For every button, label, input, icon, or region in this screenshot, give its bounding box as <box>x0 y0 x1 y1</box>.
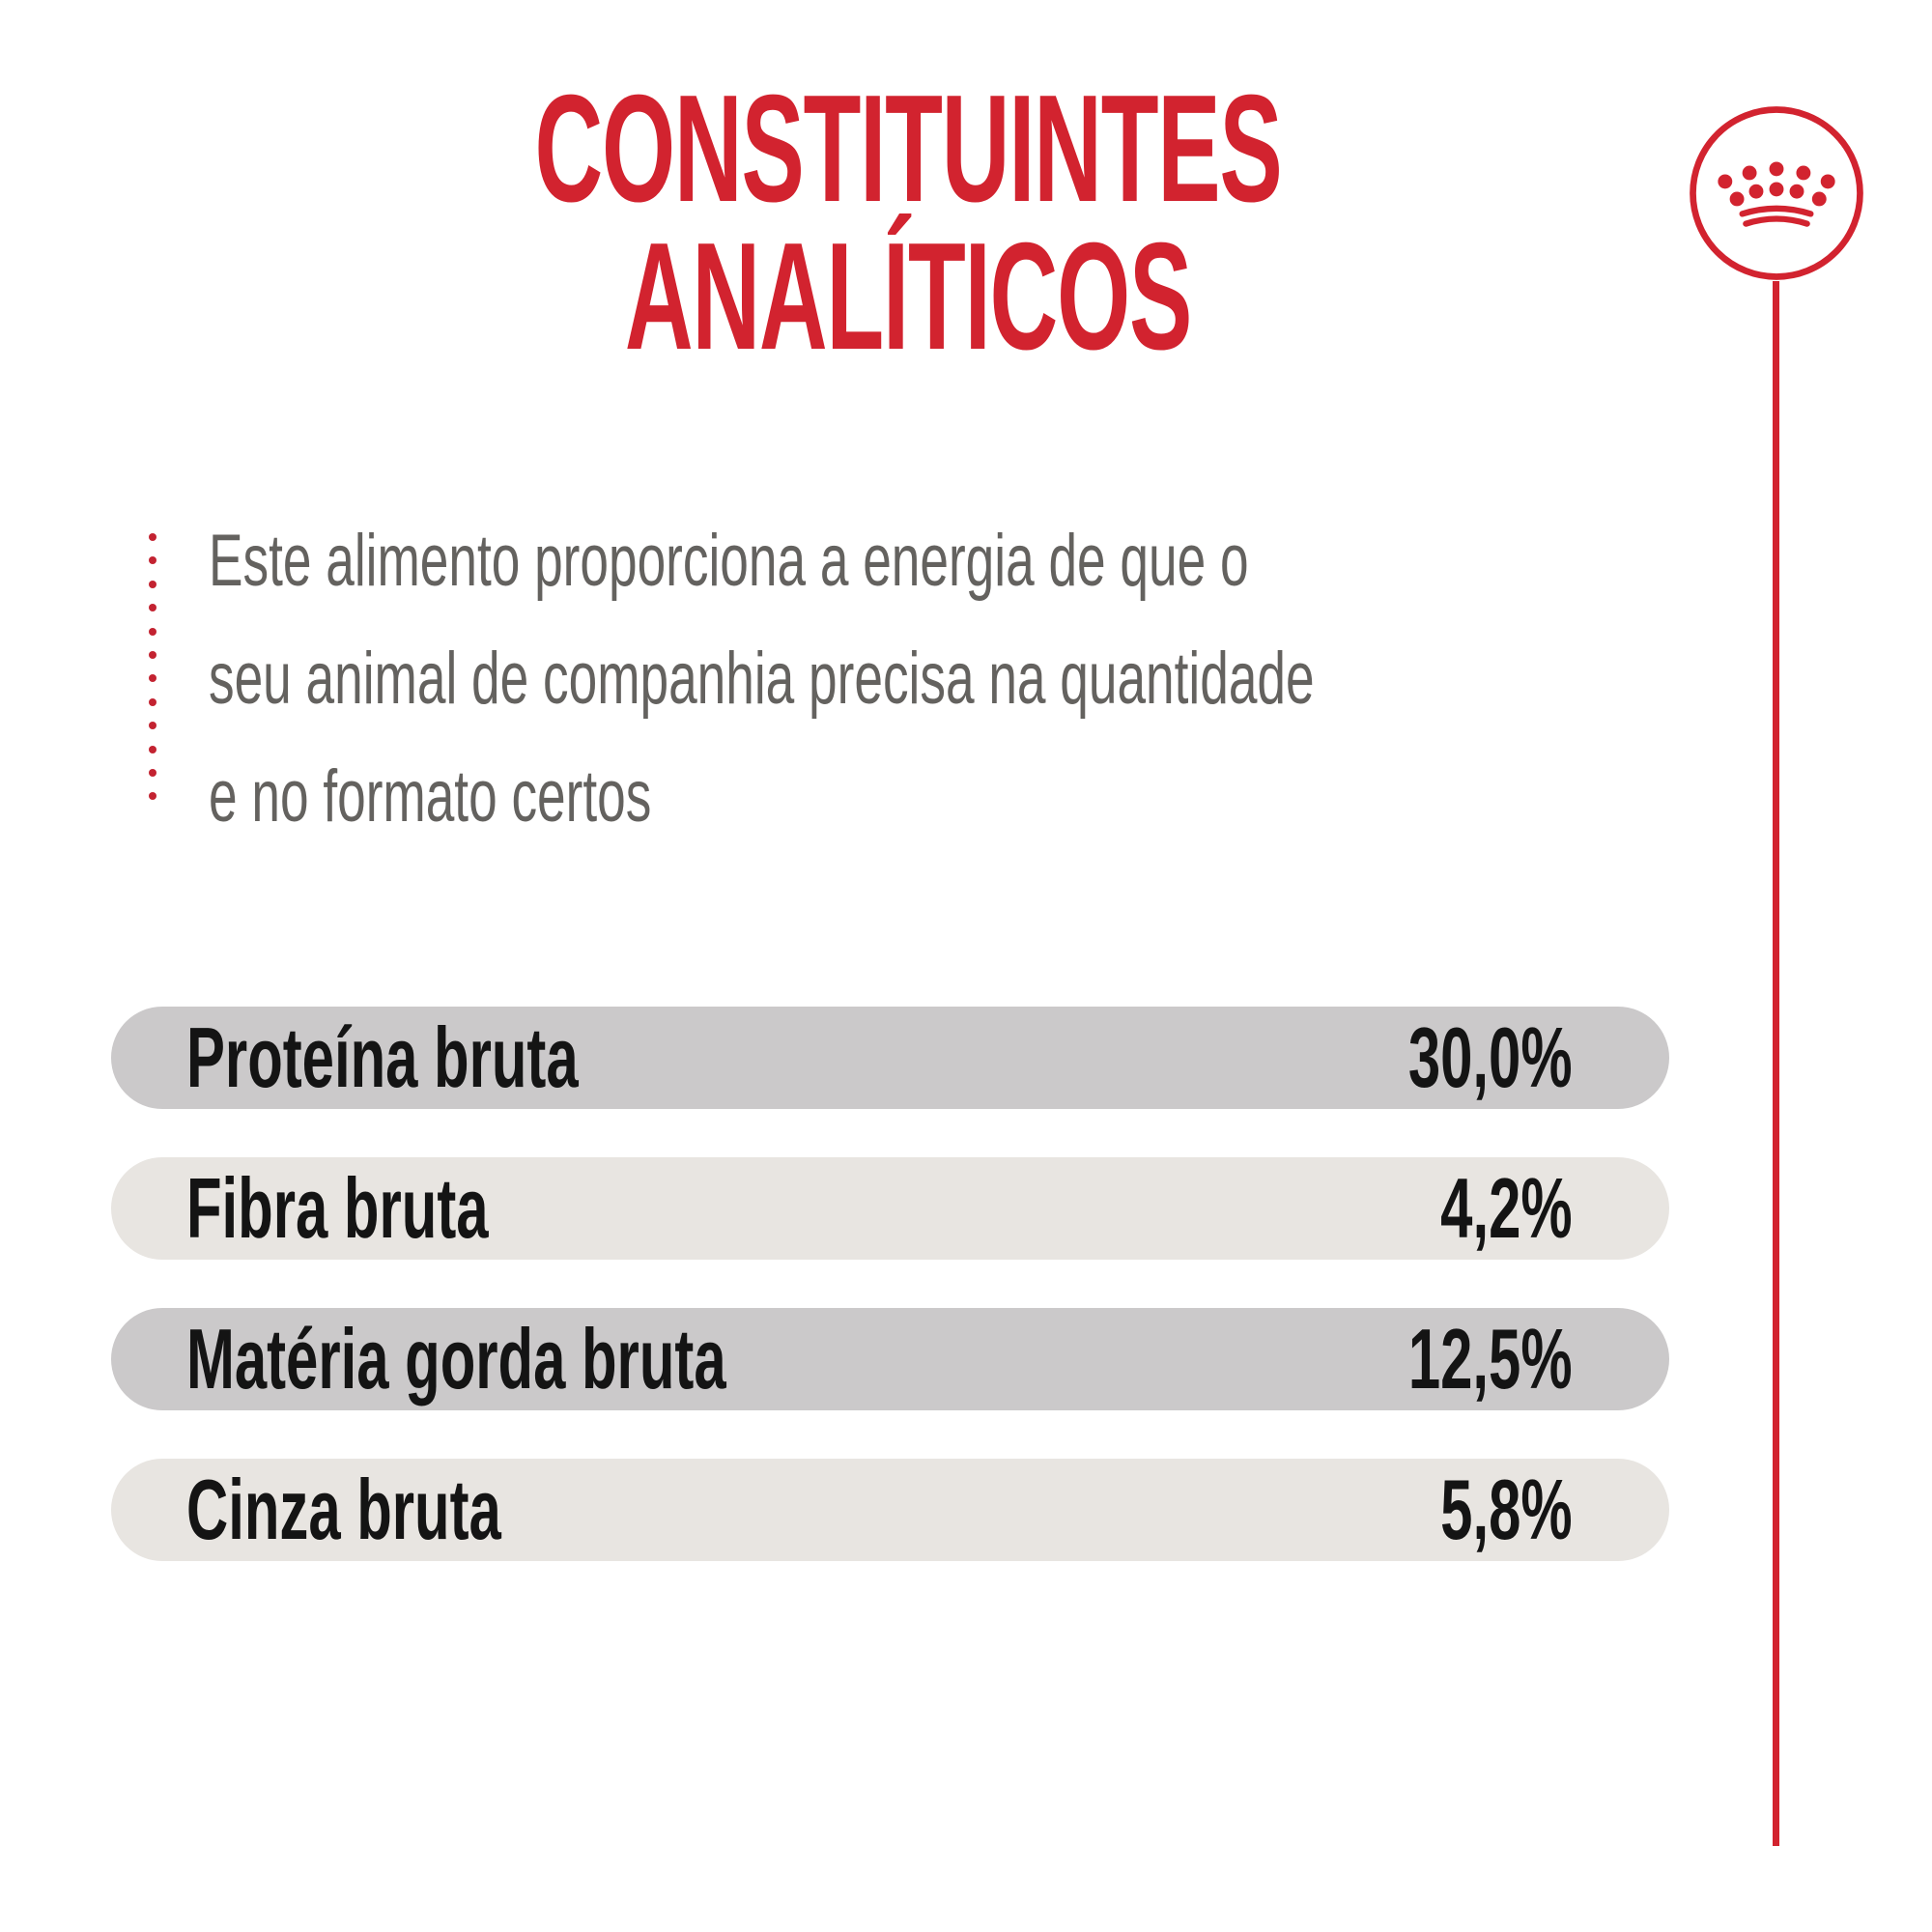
row-label: Proteína bruta <box>186 1009 579 1105</box>
row-label: Cinza bruta <box>186 1462 501 1557</box>
dotted-rule-decoration <box>149 533 156 800</box>
constituents-table <box>111 1007 1669 1609</box>
row-value: 12,5% <box>1408 1311 1573 1406</box>
red-dot <box>149 674 156 682</box>
red-dot <box>149 556 156 564</box>
vertical-red-line <box>1773 281 1779 1846</box>
row-label: Fibra bruta <box>186 1160 489 1256</box>
row-value: 4,2% <box>1440 1160 1573 1256</box>
red-dot <box>149 722 156 729</box>
red-dot <box>149 651 156 659</box>
table-row <box>111 1308 1669 1410</box>
table-row <box>111 1007 1669 1109</box>
red-dot <box>149 746 156 753</box>
intro-line-1: Este alimento proporciona a energia de que o <box>209 520 1249 602</box>
red-dot <box>149 792 156 800</box>
intro-paragraph <box>209 502 1696 856</box>
red-dot <box>149 628 156 636</box>
page-title-line-2: ANALÍTICOS <box>624 212 1192 382</box>
row-value: 5,8% <box>1440 1462 1573 1557</box>
red-dot <box>149 581 156 588</box>
red-dot <box>149 769 156 777</box>
row-label: Matéria gorda bruta <box>186 1311 726 1406</box>
intro-line-3: e no formato certos <box>209 755 652 838</box>
red-dot <box>149 604 156 611</box>
intro-line-2: seu animal de companhia precisa na quantidade <box>209 638 1315 720</box>
red-dot <box>149 698 156 706</box>
table-row <box>111 1459 1669 1561</box>
page-title <box>0 64 1816 382</box>
royal-canin-crown-icon <box>1687 103 1866 283</box>
row-value: 30,0% <box>1408 1009 1573 1105</box>
page-title-line-1: CONSTITUINTES <box>534 64 1282 234</box>
red-dot <box>149 533 156 541</box>
table-row <box>111 1157 1669 1260</box>
